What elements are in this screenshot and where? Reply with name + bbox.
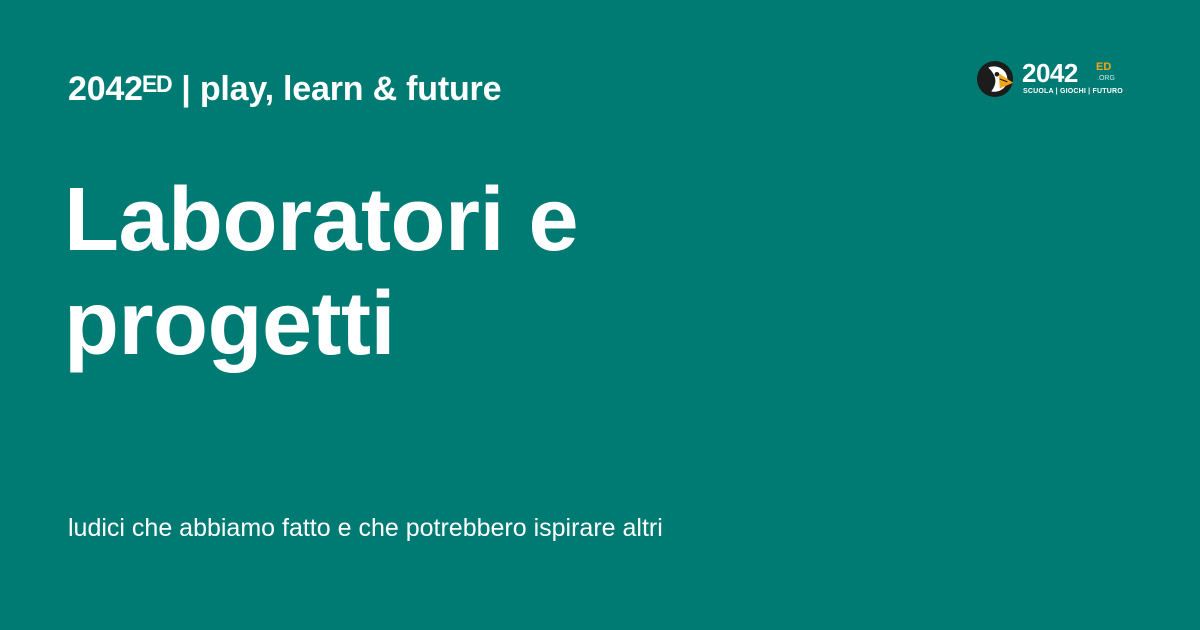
- site-tagline: 2042ᴱᴰ | play, learn & future: [68, 70, 502, 108]
- puffin-bird-icon: [976, 60, 1014, 98]
- page-title: Laboratori e progetti: [64, 170, 579, 374]
- logo-org: .ORG: [1097, 75, 1115, 82]
- logo-ed: ED: [1096, 61, 1112, 73]
- logo-number: 2042: [1022, 58, 1078, 88]
- brand-logo[interactable]: [976, 58, 1126, 102]
- logo-tagline: SCUOLA | GIOCHI | FUTURO: [1023, 88, 1123, 95]
- page-subtitle: ludici che abbiamo fatto e che potrebbero ispirare altri: [68, 514, 663, 542]
